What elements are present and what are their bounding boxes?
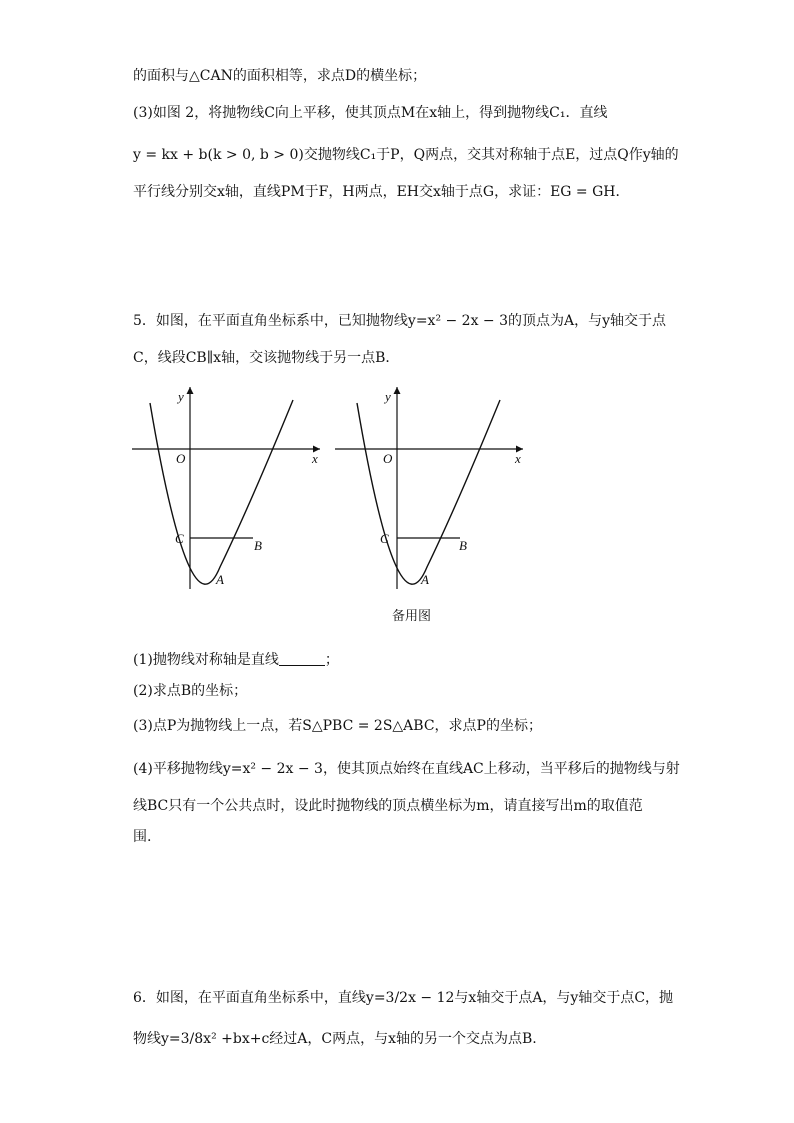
label-y: y — [178, 389, 184, 404]
q6-stem-line-2: 物线y=3/8x² +bx+c经过A，C两点，与x轴的另一个交点为点B. — [133, 1031, 537, 1047]
q5-sub-3: (3)点P为抛物线上一点，若S△PBC = 2S△ABC，求点P的坐标； — [133, 718, 542, 734]
label-a: A — [421, 572, 429, 587]
q4-line-2: (3)如图 2，将抛物线C向上平移，使其顶点M在x轴上，得到抛物线C₁．直线 — [133, 105, 608, 121]
parabola-curve — [357, 400, 500, 584]
answer-blank — [279, 651, 325, 666]
q5-sub-1-end: ； — [324, 652, 339, 668]
q5-sub-1-text: (1)抛物线对称轴是直线 — [133, 652, 279, 668]
q5-sub-1 — [133, 650, 339, 670]
q4-line-4: 平行线分别交x轴，直线PM于F，H两点，EH交x轴于点G，求证：EG = GH． — [133, 184, 630, 200]
label-x: x — [515, 451, 521, 466]
label-a: A — [216, 572, 224, 587]
q5-figure-main — [130, 385, 330, 595]
label-b: B — [254, 538, 262, 553]
label-b: B — [459, 538, 467, 553]
parabola-curve — [150, 400, 293, 584]
label-x: x — [312, 451, 318, 466]
q6-stem-line-1: 6．如图，在平面直角坐标系中，直线y=3/2x − 12与x轴交于点A，与y轴交于点C，抛 — [133, 990, 674, 1006]
q5-sub-2: (2)求点B的坐标； — [133, 683, 248, 699]
label-o: O — [176, 451, 186, 466]
label-o: O — [383, 451, 393, 466]
label-c: C — [380, 531, 389, 546]
q4-line-3: y = kx + b(k > 0, b > 0)交抛物线C₁于P，Q两点，交其对称轴于点E，过点Q作y轴的 — [133, 147, 679, 163]
label-c: C — [175, 531, 184, 546]
q5-stem-line-2: C，线段CB∥x轴，交该抛物线于另一点B． — [133, 350, 400, 366]
q4-line-1: 的面积与△CAN的面积相等，求点D的横坐标； — [133, 68, 427, 84]
label-y: y — [385, 389, 391, 404]
q5-sub-4-line-3: 围. — [133, 829, 152, 845]
figure-caption: 备用图 — [392, 609, 432, 624]
q5-sub-4-line-2: 线BC只有一个公共点时，设此时抛物线的顶点横坐标为m，请直接写出m的取值范 — [133, 798, 643, 814]
q5-sub-4-line-1: (4)平移抛物线y=x² − 2x − 3，使其顶点始终在直线AC上移动，当平移后的抛物线与射 — [133, 761, 680, 777]
q5-figure-backup — [333, 385, 533, 595]
q5-stem-line-1: 5．如图，在平面直角坐标系中，已知抛物线y=x² − 2x − 3的顶点为A，与y轴交于点 — [133, 313, 667, 329]
